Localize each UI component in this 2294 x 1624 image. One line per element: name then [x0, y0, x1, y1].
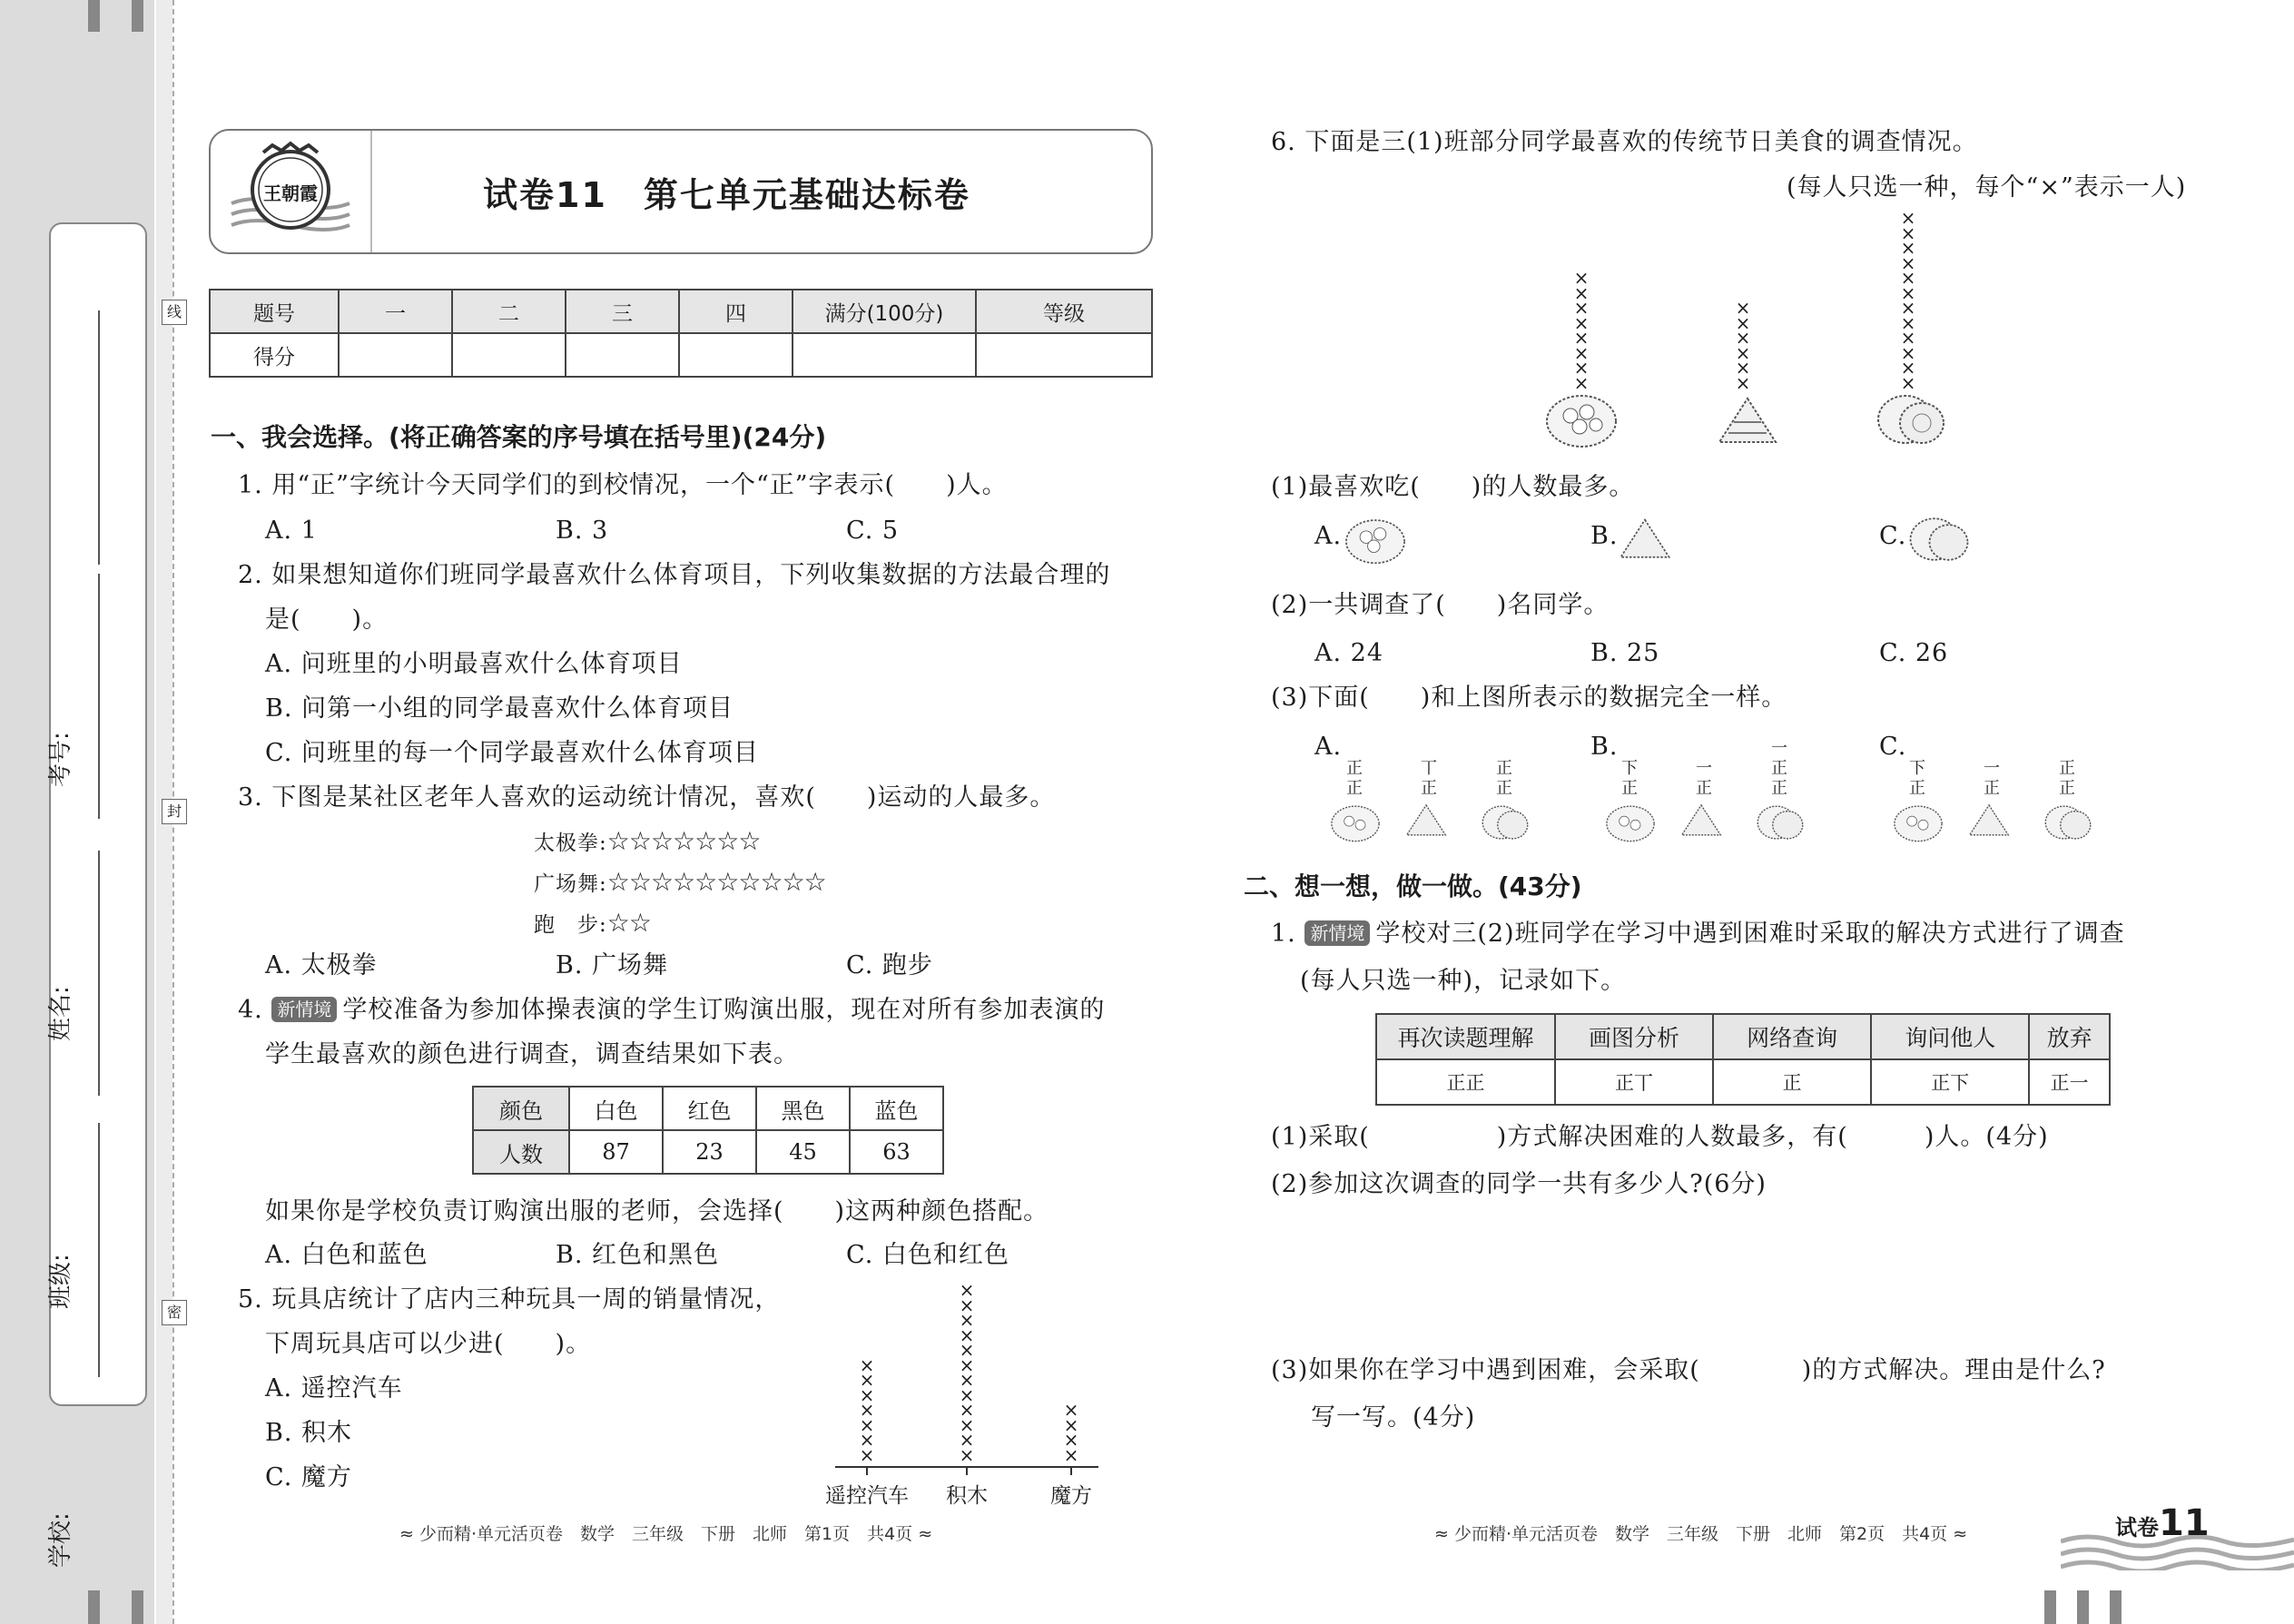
exam-number-line[interactable]	[98, 310, 100, 565]
q2-line1: 2. 如果想知道你们班同学最喜欢什么体育项目，下列收集数据的方法最合理的	[238, 561, 1111, 589]
s2-q1-line1: 1. 新情境 学校对三(2)班同学在学习中遇到困难时采取的解决方式进行了调查	[1271, 920, 2125, 948]
class-line[interactable]	[98, 851, 100, 1096]
method-tally-4: 正一	[2029, 1059, 2110, 1105]
q6-sub3-option-b-tally-1: 下 正	[1621, 759, 1638, 798]
q6-sub3-option-b-tally-3: 一 正 正	[1771, 739, 1787, 798]
name-line[interactable]	[98, 574, 100, 819]
q6-sub2-text: (2)一共调查了( )名同学。	[1271, 591, 1610, 619]
school-label: 学校:	[47, 1512, 74, 1568]
q2-line2: 是( )。	[265, 605, 389, 634]
q4-table-header-4: 蓝色	[850, 1087, 943, 1130]
q4-line1-text: 学校准备为参加体操表演的学生订购演出服，现在对所有参加表演的	[342, 996, 1106, 1024]
s2-q1-sub3-answer-area[interactable]	[1271, 1443, 2179, 1507]
q4-option-b[interactable]: B. 红色和黑色	[556, 1241, 720, 1269]
chart-tick-2	[966, 1466, 968, 1475]
q4-table-row-3: 45	[756, 1130, 850, 1174]
q6-sub3-option-b[interactable]: B.	[1590, 733, 1619, 761]
q1-text: 1. 用“正”字统计今天同学们的到校情况，一个“正”字表示( )人。	[238, 471, 1008, 499]
exam-number-label: 考号:	[47, 732, 74, 787]
q4-option-c[interactable]: C. 白色和红色	[846, 1241, 1009, 1269]
q6-line2: (每人只选一种，每个“×”表示一人)	[1787, 173, 2187, 202]
student-info-box	[47, 222, 147, 1568]
chart-bar-1: × × × × × × ×	[859, 1353, 875, 1466]
q6-sub3-option-b-tangyuan-icon-1	[1605, 802, 1656, 846]
q3-row-running	[534, 908, 651, 940]
mooncake-icon	[1875, 390, 1947, 452]
s2-q1-line2: (每人只选一种)，记录如下。	[1300, 967, 1627, 995]
toy-sales-chart	[825, 1279, 1108, 1508]
q4-line1: 4. 新情境 学校准备为参加体操表演的学生订购演出服，现在对所有参加表演的	[238, 996, 1106, 1024]
q6-sub1-option-c[interactable]: C.	[1879, 522, 1907, 550]
method-header-0: 再次读题理解	[1376, 1014, 1555, 1059]
method-header-3: 询问他人	[1871, 1014, 2029, 1059]
score-header-question-no: 题号	[210, 290, 339, 333]
q6-sub1-option-a-tangyuan-icon	[1344, 516, 1407, 568]
paper-tag	[2115, 1502, 2210, 1544]
method-header-2: 网络查询	[1713, 1014, 1871, 1059]
q6-sub3-option-a-tally-1: 正 正	[1346, 759, 1363, 798]
title-banner	[209, 129, 1153, 254]
score-header-grade: 等级	[976, 290, 1152, 333]
method-tally-3: 正下	[1871, 1059, 2029, 1105]
q6-sub3-option-a-tally-3: 正 正	[1496, 759, 1512, 798]
s2-q1-sub2-answer-area[interactable]	[1271, 1212, 2179, 1348]
chart-tick-1	[866, 1466, 868, 1475]
footer-left: ≈ 少而精·单元活页卷 数学 三年级 下册 北师 第1页 共4页 ≈	[399, 1524, 933, 1544]
q2-option-c[interactable]: C. 问班里的每一个同学最喜欢什么体育项目	[265, 739, 759, 767]
footer-right-text: 少而精·单元活页卷 数学 三年级 下册 北师 第2页 共4页	[1453, 1524, 1948, 1544]
method-tally-1: 正丅	[1555, 1059, 1713, 1105]
q5-option-a[interactable]: A. 遥控汽车	[265, 1374, 403, 1403]
bottom-mark-1	[88, 1590, 100, 1624]
q3-text: 3. 下图是某社区老年人喜欢的运动统计情况，喜欢( )运动的人最多。	[238, 783, 1056, 812]
q3-row-taiji-label: 太极拳:	[534, 832, 607, 855]
method-tally-0: 正正	[1376, 1059, 1555, 1105]
food-pictograph	[1525, 209, 1961, 454]
score-cell-2[interactable]	[452, 333, 566, 377]
method-header-1: 画图分析	[1555, 1014, 1713, 1059]
q5-option-c[interactable]: C. 魔方	[265, 1463, 352, 1491]
section1-title: 一、我会选择。(将正确答案的序号填在括号里)(24分)	[211, 422, 827, 452]
q4-table-header-0: 颜色	[473, 1087, 569, 1130]
food-column-月饼: × × × × × × × × × × × ×	[1900, 207, 1916, 394]
chart-tick-3	[1070, 1466, 1072, 1475]
q6-sub3-option-b-mooncake-icon-3	[1755, 802, 1806, 846]
q6-sub3-option-c-zongzi-icon-2	[1967, 802, 2011, 842]
q6-sub3-option-a-mooncake-icon-3	[1480, 802, 1531, 846]
q6-sub3-option-c-tangyuan-icon-1	[1893, 802, 1944, 846]
q4-table-row-2: 23	[663, 1130, 756, 1174]
q6-sub2-option-a[interactable]: A. 24	[1314, 639, 1384, 667]
q4-new-context-badge: 新情境	[271, 997, 337, 1022]
food-column-粽子: × × × × × ×	[1735, 297, 1751, 394]
q6-sub3-option-c-tally-2: 一 正	[1984, 759, 2000, 798]
q3-row-running-stars: ☆☆	[606, 908, 651, 938]
chart-category-label-1: 遥控汽车	[825, 1484, 909, 1508]
s2-q1-method-table	[1375, 1013, 2111, 1106]
score-header-2: 二	[452, 290, 566, 333]
q6-sub1-option-c-mooncake-icon	[1906, 514, 1972, 568]
q3-option-c[interactable]: C. 跑步	[846, 951, 933, 979]
q5-option-b[interactable]: B. 积木	[265, 1419, 353, 1447]
q6-sub3-option-b-zongzi-icon-2	[1679, 802, 1723, 842]
q1-option-a[interactable]: A. 1	[265, 517, 318, 545]
chart-category-label-2: 积木	[946, 1484, 988, 1508]
q6-sub1-text: (1)最喜欢吃( )的人数最多。	[1271, 473, 1635, 501]
score-header-4: 四	[679, 290, 793, 333]
score-cell-3[interactable]	[566, 333, 679, 377]
q1-option-b[interactable]: B. 3	[556, 517, 609, 545]
q4-table-row-1: 87	[569, 1130, 663, 1174]
score-header-full: 满分(100分)	[793, 290, 976, 333]
q6-sub3-option-c-tally-3: 正 正	[2059, 759, 2075, 798]
q4-line2: 学生最喜欢的颜色进行调查，调查结果如下表。	[265, 1040, 799, 1068]
section2-title: 二、想一想，做一做。(43分)	[1244, 871, 1582, 901]
chart-bar-2: × × × × × × × × × × × ×	[959, 1279, 975, 1466]
logo-text: 王朝霞	[263, 182, 318, 204]
food-column-汤圆: × × × × × × × ×	[1573, 267, 1590, 394]
q4-table-row-4: 63	[850, 1130, 943, 1174]
q3-row-square-dance	[534, 867, 826, 900]
s2-q1-sub3-line1: (3)如果你在学习中遇到困难，会采取( )的方式解决。理由是什么?	[1271, 1356, 2106, 1384]
q4-color-table	[472, 1086, 944, 1175]
method-header-4: 放弃	[2029, 1014, 2110, 1059]
s2-q1-sub3-line2: 写一写。(4分)	[1311, 1403, 1476, 1432]
q6-sub3-option-a[interactable]: A.	[1314, 733, 1343, 761]
score-cell-4[interactable]	[679, 333, 793, 377]
bottom-mark-2	[132, 1590, 143, 1624]
q3-row-square-dance-label: 广场舞:	[534, 872, 607, 896]
bottom-right-mark-3	[2110, 1590, 2122, 1624]
bottom-right-mark-1	[2044, 1590, 2056, 1624]
chart-category-label-3: 魔方	[1050, 1484, 1092, 1508]
cut-mark-feng: 封	[162, 799, 187, 824]
s2-q1-line1-text: 学校对三(2)班同学在学习中遇到困难时采取的解决方式进行了调查	[1375, 920, 2125, 948]
q6-sub2-option-b[interactable]: B. 25	[1590, 639, 1660, 667]
q3-row-running-label: 跑 步:	[534, 913, 607, 937]
logo-divider	[370, 131, 372, 252]
s2-q1-new-context-badge: 新情境	[1305, 920, 1370, 946]
q5-line2: 下周玩具店可以少进( )。	[265, 1330, 592, 1358]
school-line[interactable]	[98, 1123, 100, 1377]
q4-table-header-3: 黑色	[756, 1087, 850, 1130]
zongzi-icon	[1716, 395, 1779, 451]
name-label: 姓名:	[47, 986, 74, 1041]
q6-sub3-option-c-mooncake-icon-3	[2043, 802, 2093, 846]
q3-option-b[interactable]: B. 广场舞	[556, 951, 669, 979]
s2-q1-sub2: (2)参加这次调查的同学一共有多少人?(6分)	[1271, 1170, 1767, 1198]
score-row-label: 得分	[210, 333, 339, 377]
method-tally-2: 正	[1713, 1059, 1871, 1105]
q6-sub3-option-b-tally-2: 一 正	[1696, 759, 1712, 798]
top-mark-2	[132, 0, 143, 32]
chart-bar-3: × × × ×	[1063, 1399, 1079, 1466]
top-mark-1	[88, 0, 100, 32]
q6-line1: 6. 下面是三(1)班部分同学最喜欢的传统节日美食的调查情况。	[1271, 128, 1978, 156]
q3-row-taiji-stars: ☆☆☆☆☆☆☆	[606, 826, 761, 856]
score-header-3: 三	[566, 290, 679, 333]
q6-sub3-option-a-zongzi-icon-2	[1404, 802, 1448, 842]
footer-left-text: 少而精·单元活页卷 数学 三年级 下册 北师 第1页 共4页	[418, 1524, 913, 1544]
q4-table-header-1: 白色	[569, 1087, 663, 1130]
brand-logo	[227, 140, 354, 241]
q6-sub3-option-a-tally-2: 丅 正	[1421, 759, 1437, 798]
q1-option-c[interactable]: C. 5	[846, 517, 900, 545]
q2-option-a[interactable]: A. 问班里的小明最喜欢什么体育项目	[265, 650, 683, 678]
paper-tag-number: 11	[2159, 1502, 2210, 1544]
bottom-right-mark-2	[2077, 1590, 2089, 1624]
s2-q1-sub1: (1)采取( )方式解决困难的人数最多，有( )人。(4分)	[1271, 1123, 2049, 1151]
q5-line1: 5. 玩具店统计了店内三种玩具一周的销量情况，	[238, 1285, 781, 1314]
score-table	[209, 289, 1153, 378]
q6-sub1-option-b-zongzi-icon	[1618, 516, 1672, 566]
score-cell-1[interactable]	[339, 333, 452, 377]
q6-sub1-option-b[interactable]: B.	[1590, 522, 1619, 550]
cut-mark-xian: 线	[162, 300, 187, 325]
q6-sub3-text: (3)下面( )和上图所表示的数据完全一样。	[1271, 684, 1787, 712]
q4-question: 如果你是学校负责订购演出服的老师，会选择( )这两种颜色搭配。	[265, 1197, 1049, 1225]
q6-sub1-option-a[interactable]: A.	[1314, 522, 1343, 550]
score-cell-full[interactable]	[793, 333, 976, 377]
tangyuan-icon	[1545, 390, 1618, 452]
q2-option-b[interactable]: B. 问第一小组的同学最喜欢什么体育项目	[265, 694, 734, 723]
score-cell-grade[interactable]	[976, 333, 1152, 377]
q6-sub3-option-c-tally-1: 下 正	[1909, 759, 1925, 798]
q6-sub3-option-c[interactable]: C.	[1879, 733, 1907, 761]
q4-table-row-0: 人数	[473, 1130, 569, 1174]
q3-row-square-dance-stars: ☆☆☆☆☆☆☆☆☆☆	[606, 867, 826, 897]
q6-sub3-option-a-tangyuan-icon-1	[1330, 802, 1381, 846]
score-header-1: 一	[339, 290, 452, 333]
class-label: 班级:	[47, 1254, 74, 1309]
cut-mark-mi: 密	[162, 1300, 187, 1325]
page-title: 试卷11 第七单元基础达标卷	[483, 175, 970, 215]
footer-right: ≈ 少而精·单元活页卷 数学 三年级 下册 北师 第2页 共4页 ≈	[1434, 1524, 1968, 1544]
q3-option-a[interactable]: A. 太极拳	[265, 951, 378, 979]
q6-sub2-option-c[interactable]: C. 26	[1879, 639, 1949, 667]
q4-table-header-2: 红色	[663, 1087, 756, 1130]
q3-row-taiji	[534, 826, 760, 859]
paper-tag-label: 试卷	[2115, 1515, 2159, 1540]
q4-option-a[interactable]: A. 白色和蓝色	[265, 1241, 428, 1269]
